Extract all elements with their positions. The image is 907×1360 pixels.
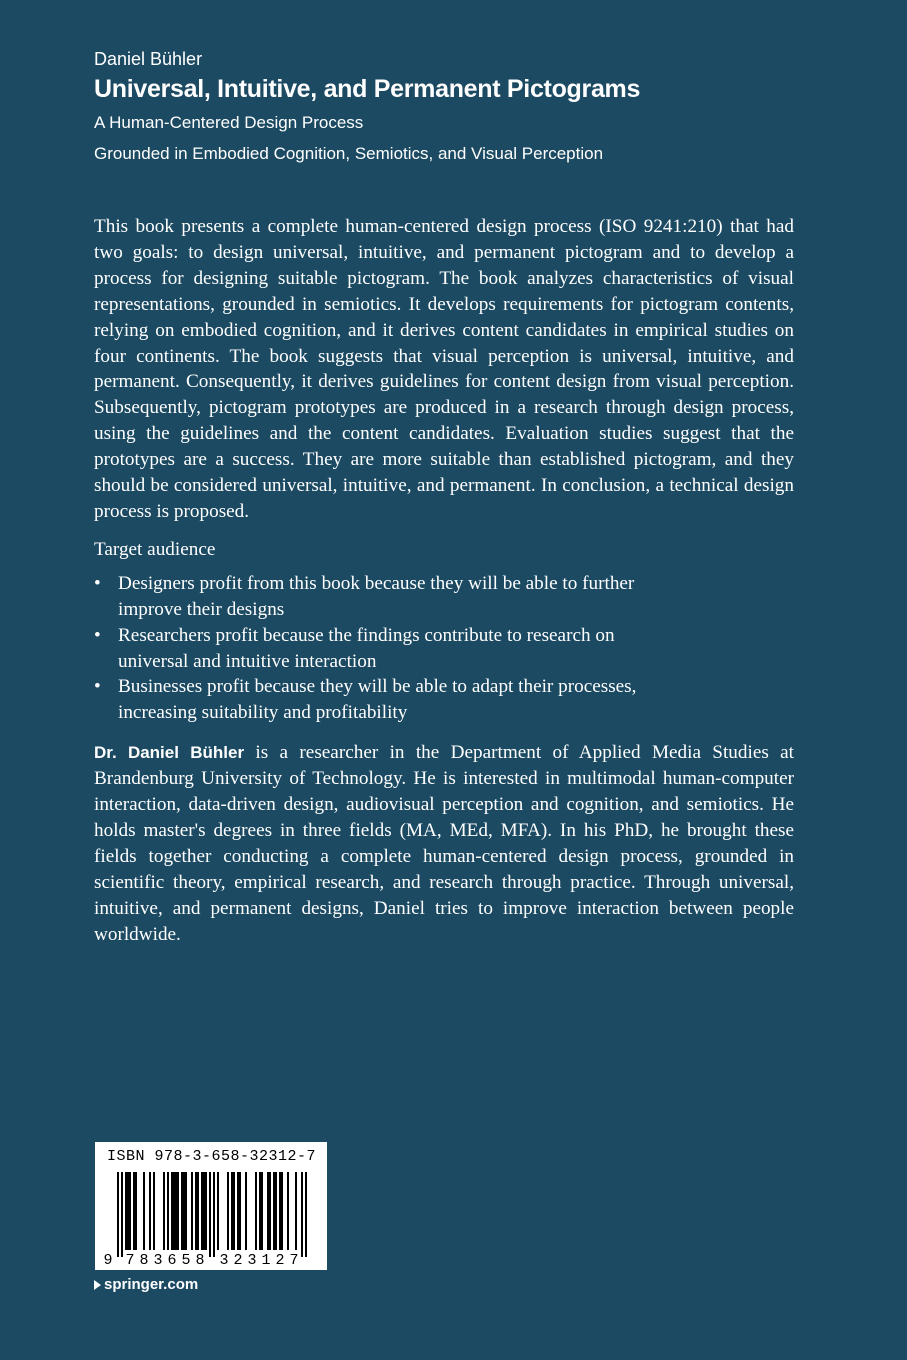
barcode-bar xyxy=(129,1172,131,1250)
barcode-digit: 3 xyxy=(247,1252,257,1269)
barcode-bar xyxy=(205,1172,207,1250)
barcode-bar xyxy=(175,1172,177,1250)
bullet-icon: • xyxy=(94,676,101,698)
barcode-digit: 3 xyxy=(219,1252,229,1269)
barcode-bar xyxy=(203,1172,205,1250)
barcode-bar xyxy=(279,1172,281,1250)
list-item-text: Designers profit from this book because they will be able to further improve their designs xyxy=(118,572,635,620)
barcode-bar xyxy=(239,1172,241,1250)
barcode-bar xyxy=(269,1172,271,1250)
barcode-bar xyxy=(261,1172,263,1250)
barcode-bar xyxy=(275,1172,277,1250)
list-item-text: Businesses profit because they will be able to adapt their processes, increasing suitability and profitability xyxy=(118,676,637,724)
barcode-bar xyxy=(201,1172,203,1250)
cover-header xyxy=(94,46,814,166)
barcode-bar xyxy=(213,1172,215,1257)
barcode-bar xyxy=(127,1172,129,1250)
barcode-digit: 6 xyxy=(167,1252,177,1269)
barcode-bar xyxy=(135,1172,137,1250)
barcode-bar xyxy=(185,1172,187,1250)
barcode-digit: 7 xyxy=(125,1252,135,1269)
barcode-bar xyxy=(237,1172,239,1250)
barcode-bar xyxy=(149,1172,151,1250)
barcode-bar xyxy=(209,1172,211,1257)
barcode-bar xyxy=(133,1172,135,1250)
publisher-link[interactable] xyxy=(94,1276,198,1293)
barcode-bar xyxy=(181,1172,183,1250)
list-item xyxy=(94,674,678,726)
barcode-digit: 3 xyxy=(153,1252,163,1269)
barcode-bar xyxy=(259,1172,261,1250)
barcode-digit: 2 xyxy=(233,1252,243,1269)
barcode-digit: 7 xyxy=(289,1252,299,1269)
barcode-bar xyxy=(183,1172,185,1250)
barcode-digit: 5 xyxy=(181,1252,191,1269)
barcode-bar xyxy=(195,1172,197,1250)
barcode-bar xyxy=(273,1172,275,1250)
barcode-bar xyxy=(305,1172,307,1257)
list-item xyxy=(94,623,678,675)
book-subtitle-secondary: Grounded in Embodied Cognition, Semiotics, and Visual Perception xyxy=(94,144,604,163)
book-description: This book presents a complete human-centered design process (ISO 9241:210) that had two goals: to design universal, intuitive, and permanent pictogram and to develop a process for designing suitable pictogram. The book analyzes characteristics of visual representations, grounded in semiotics. It develops requirements for pictogram contents, relying on embodied cognition, and it derives content candidates in empirical studies on four continents. The book suggests that visual perception is universal, intuitive, and permanent. Consequently, it derives guidelines for content design from visual perception. Subsequently, pictogram prototypes are produced in a research through design process, using the guidelines and the content candidates. Evaluation studies suggest that the prototypes are a success. They are more suitable than established pictogram, and they should be considered universal, intuitive, and permanent. In conclusion, a technical design process is proposed. xyxy=(94,216,794,522)
bullet-icon: • xyxy=(94,572,101,594)
barcode-bar xyxy=(267,1172,269,1250)
bullet-icon: • xyxy=(94,624,101,646)
barcode-bar xyxy=(233,1172,235,1250)
barcode-bar xyxy=(121,1172,123,1257)
barcode-digit: 1 xyxy=(261,1252,271,1269)
barcode-digit: 9 xyxy=(103,1252,113,1269)
barcode-bar xyxy=(125,1172,127,1250)
barcode-bar xyxy=(143,1172,145,1250)
list-item-text: Researchers profit because the findings contribute to research on universal and intuitive interaction xyxy=(118,624,615,672)
arrow-right-icon xyxy=(94,1280,101,1290)
bio-text: is a researcher in the Department of Applied Media Studies at Brandenburg University of Technology. He is interested in multimodal human-computer interaction, data-driven design, audiovisual perception and cognition, and semiotics. He holds master's degrees in three fields (MA, MEd, MFA). In his PhD, he brought these fields together conducting a complete human-centered design process, grounded in scientific theory, empirical research, and research through practice. Through universal, intuitive, and permanent designs, Daniel tries to improve interaction between people worldwide. xyxy=(94,742,795,945)
barcode-digit: 8 xyxy=(139,1252,149,1269)
publisher-url: springer.com xyxy=(104,1276,199,1293)
barcode-bar xyxy=(231,1172,233,1250)
book-title: Universal, Intuitive, and Permanent Pictograms xyxy=(94,75,641,103)
isbn-barcode xyxy=(95,1142,327,1270)
book-subtitle: A Human-Centered Design Process xyxy=(94,113,364,132)
barcode-bar xyxy=(173,1172,175,1250)
barcode-bar xyxy=(163,1172,165,1250)
barcode-bar xyxy=(301,1172,303,1257)
audience-list xyxy=(94,571,794,726)
cover-body xyxy=(94,214,794,947)
author-bio xyxy=(94,740,794,947)
barcode-bar xyxy=(167,1172,169,1250)
barcode-bar xyxy=(117,1172,119,1257)
isbn-label: ISBN 978-3-658-32312-7 xyxy=(107,1148,317,1165)
barcode-bar xyxy=(177,1172,179,1250)
barcode-bar xyxy=(287,1172,289,1250)
barcode-bar xyxy=(281,1172,283,1250)
barcode-bar xyxy=(295,1172,297,1250)
barcode-bar xyxy=(153,1172,155,1250)
barcode-bar xyxy=(171,1172,173,1250)
barcode-digit: 2 xyxy=(275,1252,285,1269)
author-name: Daniel Bühler xyxy=(94,49,203,69)
list-item xyxy=(94,571,678,623)
barcode-bar xyxy=(191,1172,193,1250)
barcode-bar xyxy=(255,1172,257,1250)
target-audience-heading: Target audience xyxy=(94,538,216,560)
barcode-bar xyxy=(245,1172,247,1250)
barcode-digit: 8 xyxy=(195,1252,205,1269)
bio-author-name: Dr. Daniel Bühler xyxy=(94,743,245,763)
barcode-bar xyxy=(217,1172,219,1250)
barcode-bar xyxy=(227,1172,229,1250)
barcode-bar xyxy=(197,1172,199,1250)
